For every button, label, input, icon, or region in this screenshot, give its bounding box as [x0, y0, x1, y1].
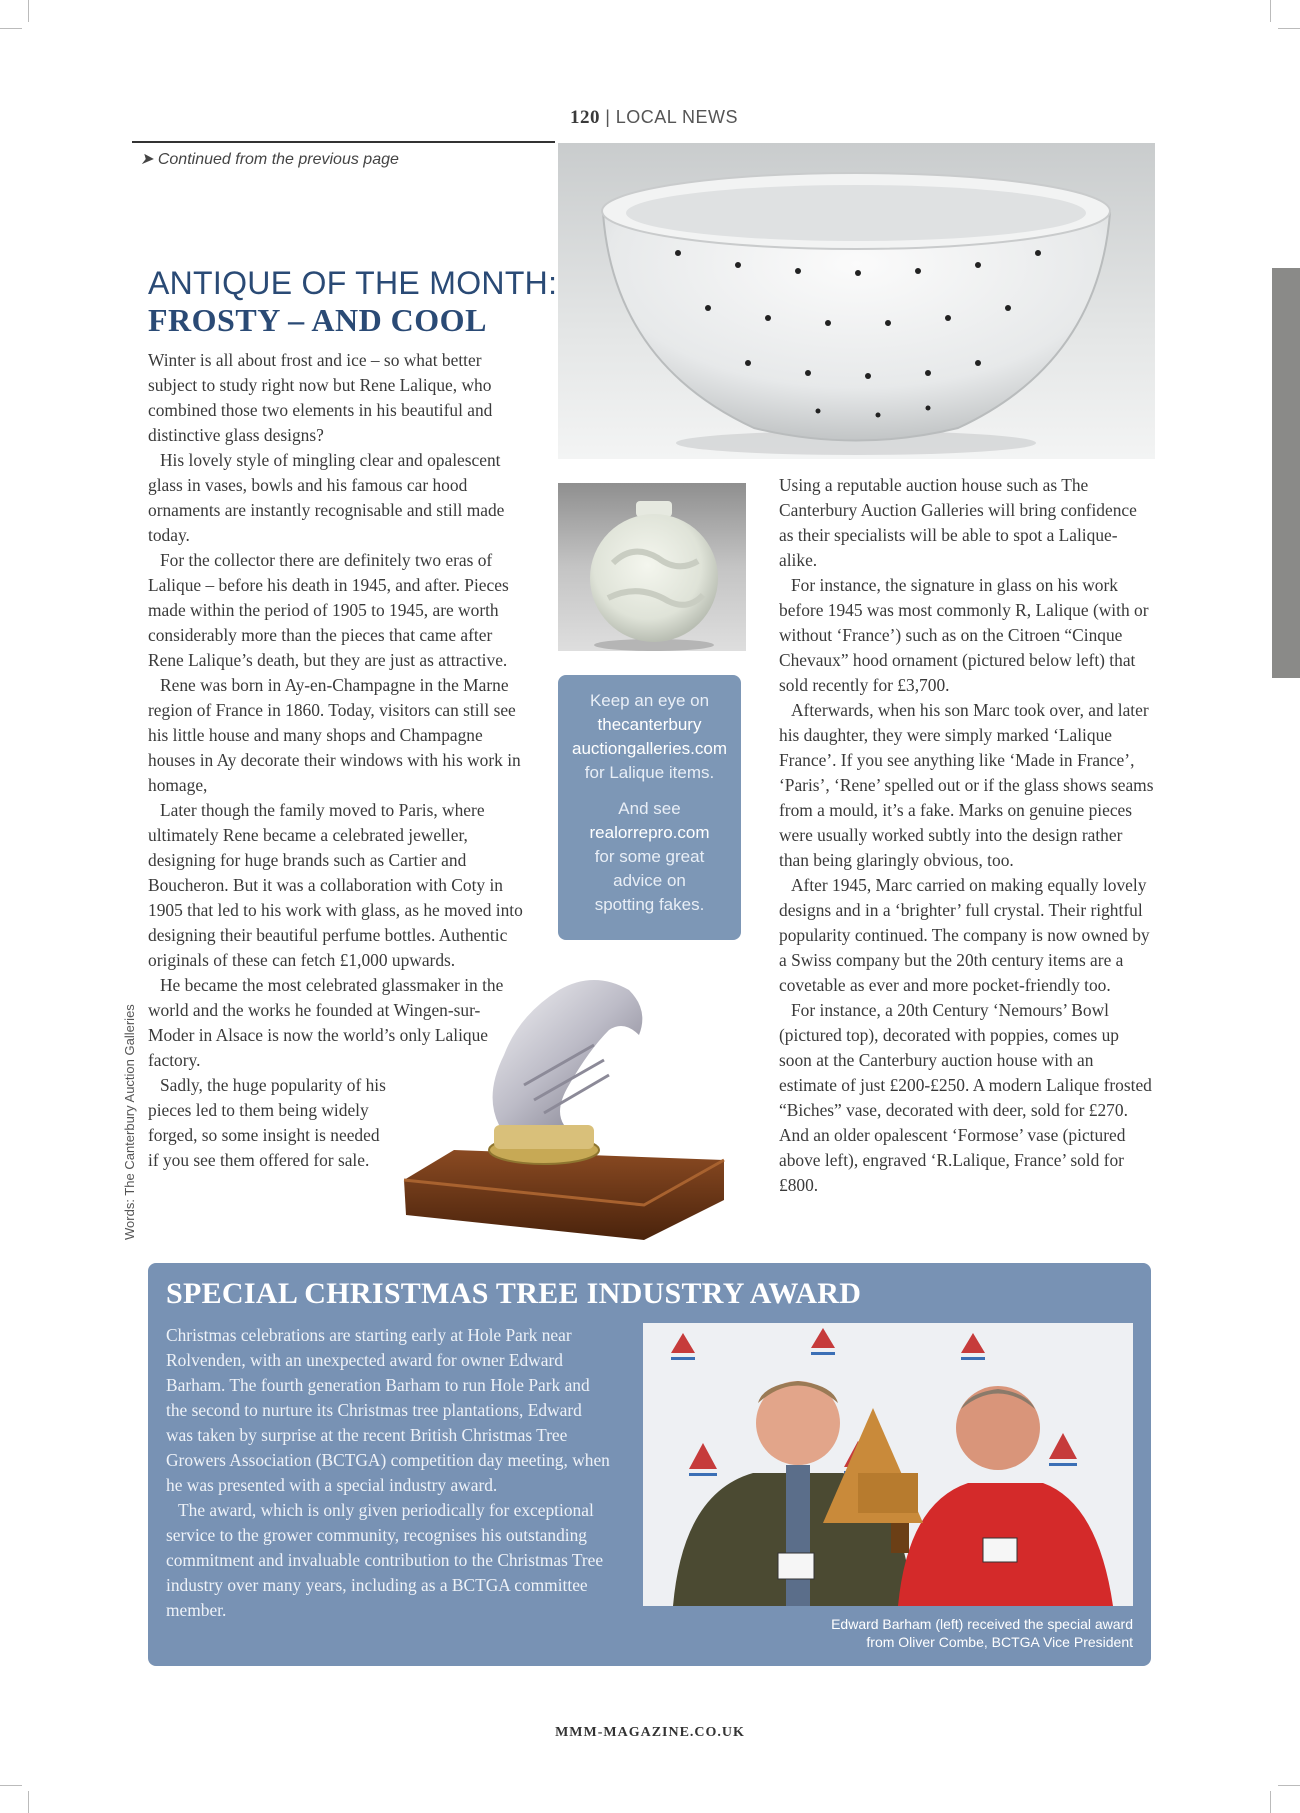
paragraph: The award, which is only given periodically for exceptional service to the grower community, recognises his outstanding commitment and invaluable contribution to the Christmas Tree industry over many years, including as a BCTGA committee member.: [166, 1500, 604, 1620]
header-rule: [132, 141, 555, 143]
article-column-2: [779, 473, 1154, 1198]
caption-line: Edward Barham (left) received the special award: [831, 1616, 1133, 1632]
crop-mark: [1270, 1791, 1271, 1813]
promo-text: And see: [618, 799, 681, 818]
christmas-award-text: [166, 1323, 611, 1623]
paragraph: Afterwards, when his son Marc took over, and later his daughter, they were simply marked ‘Lalique France’. If you see anything like ‘Made in France’, ‘Paris’, ‘Rene’ spelled out or if the glass shows seams from a mould, it’s a fake. Marks on genuine pieces were usually worked subtly into the design rather than being glaringly obvious, too.: [779, 700, 1154, 870]
paragraph: Christmas celebrations are starting early at Hole Park near Rolvenden, with an unexpected award for owner Edward Barham. The fourth generation Barham to run Hole Park and the second to nurture its Christmas tree plantations, Edward was taken by surprise at the recent British Christmas Tree Growers Association (BCTGA) competition day meeting, when he was presented with a special industry award.: [166, 1325, 610, 1495]
paragraph: Sadly, the huge popularity of his pieces led to them being widely forged, so some insight is needed if you see them offered for sale.: [148, 1075, 386, 1170]
crop-mark: [0, 28, 22, 29]
footer-website: MMM-MAGAZINE.CO.UK: [555, 1725, 745, 1740]
formose-vase-photo: [558, 483, 746, 651]
photo-caption: [831, 1615, 1133, 1651]
christmas-award-box: [148, 1263, 1151, 1666]
promo-text: spotting fakes.: [594, 895, 705, 914]
article-column-1: [148, 348, 528, 1173]
award-presentation-photo: [643, 1323, 1133, 1606]
paragraph: His lovely style of mingling clear and opalescent glass in vases, bowls and his famous car hood ornaments are instantly recognisable and still made today.: [148, 450, 505, 545]
crop-mark: [0, 1785, 22, 1786]
crop-mark: [1270, 0, 1271, 22]
paragraph: For the collector there are definitely two eras of Lalique – before his death in 1945, and after. Pieces made within the period of 1905 to 1945, are worth considerably more than the pieces that came after Rene Lalique’s death, but they are just as attractive.: [148, 550, 509, 670]
promo-text: Keep an eye on: [589, 691, 710, 710]
promo-box: [558, 675, 741, 940]
paragraph: Rene was born in Ay-en-Champagne in the Marne region of France in 1860. Today, visitors can still see his little house and many shops and Champagne houses in Ay decorate their windows with his work in homage,: [148, 675, 521, 795]
crop-mark: [1278, 1785, 1300, 1786]
paragraph: Winter is all about frost and ice – so what better subject to study right now but Rene Lalique, who combined those two elements in his beautiful and distinctive glass designs?: [148, 350, 493, 445]
paragraph: Later though the family moved to Paris, where ultimately Rene became a celebrated jeweller, designing for huge brands such as Cartier and Boucheron. But it was a collaboration with Coty in 1905 that led to his work with glass, as he moved into designing their beautiful perfume bottles. Authentic originals of these can fetch £1,000 upwards.: [148, 800, 523, 970]
canterbury-link[interactable]: thecanterbury: [597, 715, 702, 734]
paragraph: Using a reputable auction house such as The Canterbury Auction Galleries will bring confidence as their specialists will be able to spot a Lalique-alike.: [779, 475, 1137, 570]
photo-credit: © Simon Dewhurst Photography Limited: [1151, 1391, 1165, 1605]
paragraph: He became the most celebrated glassmaker in the world and the works he founded at Wingen-sur-Moder in Alsace is now the world’s only Lalique factory.: [148, 975, 504, 1070]
crop-mark: [28, 1791, 29, 1813]
paragraph: After 1945, Marc carried on making equally lovely designs and in a ‘brighter’ full crystal. Their rightful popularity continued. The company is now owned by a Swiss company but the 20th century items are a covetable as ever and more pocket-friendly too.: [779, 875, 1150, 995]
promo-text: for Lalique items.: [584, 763, 715, 782]
header-separator: |: [605, 107, 611, 127]
canterbury-link-domain[interactable]: auctiongalleries.com: [572, 739, 727, 758]
page-header: [570, 107, 738, 129]
promo-text: advice on: [613, 871, 686, 890]
section-name: LOCAL NEWS: [615, 107, 739, 127]
christmas-award-title: SPECIAL CHRISTMAS TREE INDUSTRY AWARD: [166, 1277, 862, 1310]
words-credit: Words: The Canterbury Auction Galleries: [122, 1004, 137, 1240]
crop-mark: [1278, 28, 1300, 29]
caption-line: from Oliver Combe, BCTGA Vice President: [866, 1634, 1133, 1650]
promo-text: for some great: [594, 847, 705, 866]
continued-note: ➤ Continued from the previous page: [140, 151, 399, 168]
paragraph: For instance, a 20th Century ‘Nemours’ Bowl (pictured top), decorated with poppies, comes up soon at the Canterbury auction house with an estimate of just £200-£250. A modern Lalique frosted “Biches” vase, decorated with deer, sold for £270. And an older opalescent ‘Formose’ vase (pictured above left), engraved ‘R.Lalique, France’ sold for £800.: [779, 1000, 1152, 1195]
crop-mark: [28, 0, 29, 22]
article-kicker: ANTIQUE OF THE MONTH:: [148, 265, 558, 301]
page-number: 120: [570, 107, 600, 128]
paragraph: For instance, the signature in glass on his work before 1945 was most commonly R, Lalique (with or without ‘France’) such as on the Citroen “Cinque Chevaux” hood ornament (pictured below left) that sold recently for £3,700.: [779, 575, 1149, 695]
nemours-bowl-photo: [558, 143, 1155, 459]
adjacent-page-edge: [1272, 268, 1300, 678]
article-title: FROSTY – AND COOL: [148, 302, 487, 338]
realorrepro-link[interactable]: realorrepro.com: [589, 823, 710, 842]
